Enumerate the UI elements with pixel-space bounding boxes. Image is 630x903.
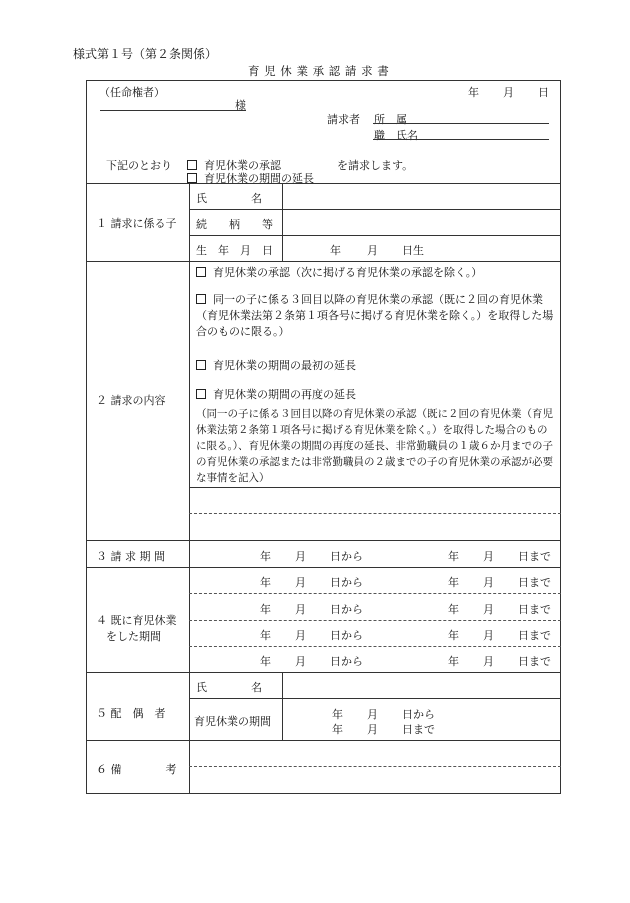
past3-to-day: 日まで bbox=[518, 629, 551, 642]
dept-underline bbox=[373, 123, 549, 124]
checkbox-icon bbox=[196, 267, 206, 277]
date-month: 月 bbox=[503, 86, 514, 99]
request-option-approval: 育児休業の承認 bbox=[187, 157, 281, 173]
req-from-day: 日から bbox=[330, 550, 363, 563]
spouse-name-label: 氏 名 bbox=[196, 681, 262, 694]
content-option-1: 育児休業の承認（次に掲げる育児休業の承認を除く。） bbox=[196, 264, 482, 280]
date-day: 日 bbox=[538, 86, 549, 99]
checkbox-icon bbox=[187, 160, 197, 170]
past3-from-year: 年 bbox=[260, 629, 271, 642]
past4-to-month: 月 bbox=[483, 655, 494, 668]
past3-from-day: 日から bbox=[330, 629, 363, 642]
past2-from-day: 日から bbox=[330, 603, 363, 616]
past4-from-month: 月 bbox=[295, 655, 306, 668]
content-note: （同一の子に係る３回目以降の育児休業の承認（既に２回の育児休業（育児休業法第２条第１項各号に掲げる育児休業を除く。）を取得した場合のものに限る。）、育児休業の期間の再度の延長、非常勤職員の１歳６か月までの子の育児休業の承認または非常勤職員の２歳までの子の育児休業の承認が必要な事情を記入） bbox=[196, 408, 553, 484]
spouse-to-month: 月 bbox=[367, 723, 378, 736]
sec1-label: １ 請求に係る子 bbox=[96, 217, 177, 230]
child-relation-label: 続 柄 等 bbox=[196, 218, 273, 231]
past3-to-month: 月 bbox=[483, 629, 494, 642]
checkbox-icon bbox=[196, 389, 206, 399]
birth-month: 月 bbox=[367, 244, 378, 257]
spouse-from-day: 日から bbox=[402, 708, 435, 721]
spouse-from-year: 年 bbox=[332, 708, 343, 721]
past2-to-day: 日まで bbox=[518, 603, 551, 616]
past2-from-month: 月 bbox=[295, 603, 306, 616]
req-from-month: 月 bbox=[295, 550, 306, 563]
child-name-label: 氏 名 bbox=[196, 192, 262, 205]
dept-label: 所 属 bbox=[374, 113, 407, 126]
requester-label: 請求者 bbox=[327, 113, 360, 126]
sec6-label: ６ 備 考 bbox=[96, 763, 177, 776]
checkbox-icon bbox=[196, 294, 206, 304]
form-number: 様式第１号（第２条関係） bbox=[73, 47, 218, 61]
spouse-from-month: 月 bbox=[367, 708, 378, 721]
req-to-year: 年 bbox=[448, 550, 459, 563]
past2-to-month: 月 bbox=[483, 603, 494, 616]
name-underline bbox=[373, 139, 549, 140]
req-to-month: 月 bbox=[483, 550, 494, 563]
past2-from-year: 年 bbox=[260, 603, 271, 616]
past4-to-day: 日まで bbox=[518, 655, 551, 668]
appointer-underline bbox=[100, 110, 246, 111]
past4-to-year: 年 bbox=[448, 655, 459, 668]
form-title: 育 児 休 業 承 認 請 求 書 bbox=[248, 64, 390, 78]
past1-from-month: 月 bbox=[295, 576, 306, 589]
sec5-label: ５ 配 偶 者 bbox=[96, 707, 166, 720]
child-birth-label: 生 年 月 日 bbox=[196, 244, 273, 257]
name-label: 職 氏名 bbox=[374, 129, 418, 142]
request-option-extension: 育児休業の期間の延長 bbox=[187, 170, 314, 186]
birth-day: 日生 bbox=[402, 244, 424, 257]
past3-to-year: 年 bbox=[448, 629, 459, 642]
content-option-2: 同一の子に係る３回目以降の育児休業の承認（既に２回の育児休業（育児休業法第２条第１項各号に掲げる育児休業を除く。）を取得した場合のものに限る。） bbox=[196, 293, 554, 338]
req-from-year: 年 bbox=[260, 550, 271, 563]
spouse-to-day: 日まで bbox=[402, 723, 435, 736]
req-to-day: 日まで bbox=[518, 550, 551, 563]
past1-from-year: 年 bbox=[260, 576, 271, 589]
birth-year: 年 bbox=[330, 244, 341, 257]
request-prefix: 下記のとおり bbox=[106, 159, 172, 172]
past4-from-day: 日から bbox=[330, 655, 363, 668]
past4-from-year: 年 bbox=[260, 655, 271, 668]
content-option-3: 育児休業の期間の最初の延長 bbox=[196, 357, 356, 373]
spouse-to-year: 年 bbox=[332, 723, 343, 736]
past1-from-day: 日から bbox=[330, 576, 363, 589]
appointer-label: （任命権者） bbox=[99, 86, 165, 99]
sec3-label: ３ 請 求 期 間 bbox=[96, 550, 165, 563]
past3-from-month: 月 bbox=[295, 629, 306, 642]
checkbox-icon bbox=[187, 173, 197, 183]
request-suffix: を請求します。 bbox=[337, 159, 414, 172]
checkbox-icon bbox=[196, 360, 206, 370]
sec2-label: ２ 請求の内容 bbox=[96, 394, 166, 407]
past2-to-year: 年 bbox=[448, 603, 459, 616]
sama-label: 様 bbox=[235, 99, 246, 112]
spouse-period-label: 育児休業の期間 bbox=[194, 715, 271, 728]
past1-to-month: 月 bbox=[483, 576, 494, 589]
date-year: 年 bbox=[468, 86, 479, 99]
content-option-4: 育児休業の期間の再度の延長 bbox=[196, 386, 356, 402]
sec4-label-line2: をした期間 bbox=[106, 630, 161, 643]
past1-to-year: 年 bbox=[448, 576, 459, 589]
past1-to-day: 日まで bbox=[518, 576, 551, 589]
sec4-label-line1: ４ 既に育児休業 bbox=[96, 614, 177, 627]
